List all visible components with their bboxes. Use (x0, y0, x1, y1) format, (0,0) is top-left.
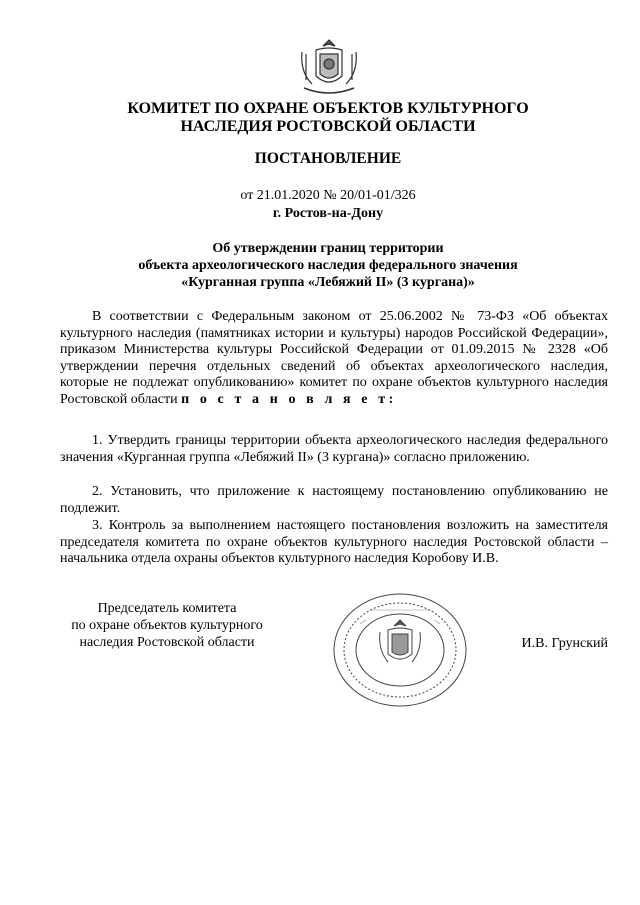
item-3-paragraph: 3. Контроль за выполнением настоящего постановления возложить на заместителя председателя комитета по охране объектов культурного наследия Ростовской области – начальника отдела охраны объектов культурного наследия Коробову И.В. (60, 518, 608, 567)
subject-line2: объекта археологического наследия федерального значения (138, 258, 518, 273)
committee-title-line1: КОМИТЕТ ПО ОХРАНЕ ОБЪЕКТОВ КУЛЬТУРНОГО (127, 100, 529, 117)
preamble-text: В соответствии с Федеральным законом от 25.06.2002 № 73-ФЗ «Об объектах культурного наследия (памятниках истории и культуры) народов Российской Федерации», приказом Министерства культуры Российской Федерации от 01.09.2015 № 2328 «Об утверждении перечня отдельных сведений об объектах археологического наследия, которые не подлежат опубликованию» комитет по охране объектов культурного наследия Ростовской области (60, 309, 608, 407)
committee-title-line2: НАСЛЕДИЯ РОСТОВСКОЙ ОБЛАСТИ (180, 118, 476, 135)
item-2-paragraph: 2. Установить, что приложение к настоящему постановлению опубликованию не подлежит. (60, 484, 608, 516)
committee-title (60, 100, 596, 136)
subject-line3: «Курганная группа «Лебяжий II» (3 кургана)» (181, 275, 475, 290)
signatory-position (60, 600, 274, 651)
item-1-paragraph: 1. Утвердить границы территории объекта археологического наследия федерального значения «Курганная группа «Лебяжий II» (3 кургана)» согласно приложению. (60, 433, 608, 465)
city: г. Ростов-на-Дону (272, 206, 384, 221)
document-type: ПОСТАНОВЛЕНИЕ (254, 150, 402, 167)
date-number: от 21.01.2020 № 20/01-01/326 (240, 188, 416, 203)
position-line2: по охране объектов культурного (71, 618, 263, 633)
decree-word: п о с т а н о в л я е т: (181, 391, 397, 407)
subject-line1: Об утверждении границ территории (212, 241, 444, 256)
position-line3: наследия Ростовской области (79, 635, 255, 650)
subject-heading (60, 240, 596, 291)
official-seal-stamp (330, 590, 470, 710)
signatory-name: И.В. Грунский (521, 636, 608, 651)
coat-of-arms-emblem (294, 36, 364, 100)
position-line1: Председатель комитета (97, 601, 237, 616)
preamble-paragraph (60, 309, 608, 409)
